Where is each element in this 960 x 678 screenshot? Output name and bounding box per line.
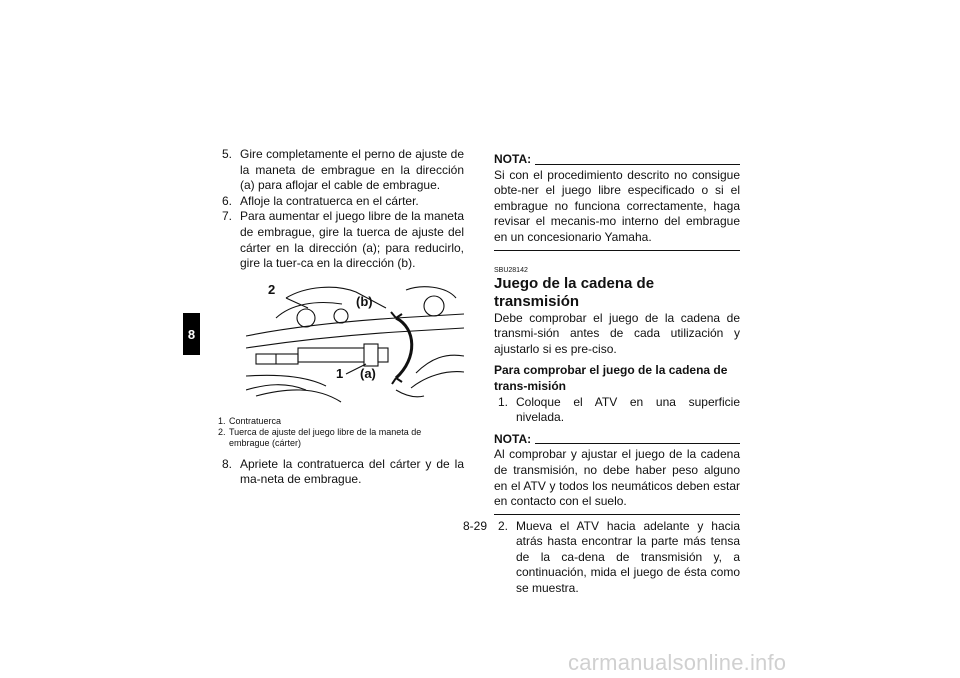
caption-item [218, 427, 464, 449]
step-8 [218, 457, 464, 488]
step-text: Mueva el ATV hacia adelante y hacia atrás hasta encontrar la parte más tensa de la ca-dena de transmisión y, a continuación, mida el juego de ésta como se muestra. [516, 518, 740, 596]
step-2 [494, 519, 740, 597]
figure-captions [218, 416, 464, 449]
caption-number: 1. [218, 415, 226, 426]
caption-number: 2. [218, 426, 226, 437]
caption-text: Tuerca de ajuste del juego libre de la maneta de embrague (cárter) [229, 426, 422, 448]
step-1 [494, 395, 740, 426]
step-5 [218, 147, 464, 194]
step-7 [218, 209, 464, 271]
step-text: Coloque el ATV en una superficie nivelada. [516, 394, 740, 425]
step-number: 7. [222, 209, 233, 224]
step-number: 5. [222, 147, 233, 161]
section-intro: Debe comprobar el juego de la cadena de transmi-sión antes de cada utilización y ajustarlo si es pre-ciso. [494, 310, 740, 356]
callout-direction-a: (a) [360, 365, 376, 381]
step-number: 2. [498, 518, 509, 533]
page-number: 8-29 [463, 519, 488, 533]
note-text: Si con el procedimiento descrito no consigue obte-ner el juego libre especificado o si el embrague no funciona correctamente, haga revisar el mecanis-mo interno del embrague en un concesionario Yamaha. [494, 167, 740, 244]
section-title: Juego de la cadena de transmisión [494, 274, 655, 310]
step-text: Gire completamente el perno de ajuste de la maneta de embrague en la dirección (a) para aflojar el cable de embrague. [240, 147, 464, 193]
step-number: 6. [222, 193, 233, 208]
note-rule [535, 164, 740, 165]
caption-text: Contratuerca [229, 415, 282, 426]
callout-direction-b: (b) [356, 293, 373, 309]
note-heading [494, 432, 740, 448]
callout-1: 1 [336, 365, 344, 381]
step-text: Apriete la contratuerca del cárter y de la ma-neta de embrague. [240, 456, 464, 487]
step-text: Afloje la contratuerca en el cárter. [240, 193, 419, 208]
note-label: NOTA: [494, 431, 532, 446]
section-code: SBU28142 [494, 266, 528, 274]
caption-item [218, 416, 464, 427]
note-rule [535, 443, 740, 444]
watermark: carmanualsonline.info [568, 650, 787, 675]
callout-2: 2 [268, 281, 276, 297]
engine-crankcase-drawing [246, 278, 464, 406]
step-number: 1. [498, 394, 509, 409]
step-text: Para aumentar el juego libre de la maneta de embrague, gire la tuerca de ajuste del cárter en la dirección (a); para reducirlo, gire la tuer-ca en la dirección (b). [240, 209, 464, 271]
note-heading [494, 152, 740, 168]
note-end-rule [494, 250, 740, 251]
sub-heading: Para comprobar el juego de la cadena de trans-misión [494, 363, 728, 393]
chapter-tab: 8 [183, 313, 200, 355]
step-6 [218, 194, 464, 210]
note-text: Al comprobar y ajustar el juego de la cadena de transmisión, no debe haber peso alguno en el ATV y todos los neumáticos deben estar en contacto con el suelo. [494, 447, 740, 509]
left-column [218, 147, 464, 488]
right-column [494, 152, 740, 597]
note-label: NOTA: [494, 152, 532, 166]
clutch-adjustment-illustration [246, 278, 464, 406]
step-number: 8. [222, 456, 233, 471]
